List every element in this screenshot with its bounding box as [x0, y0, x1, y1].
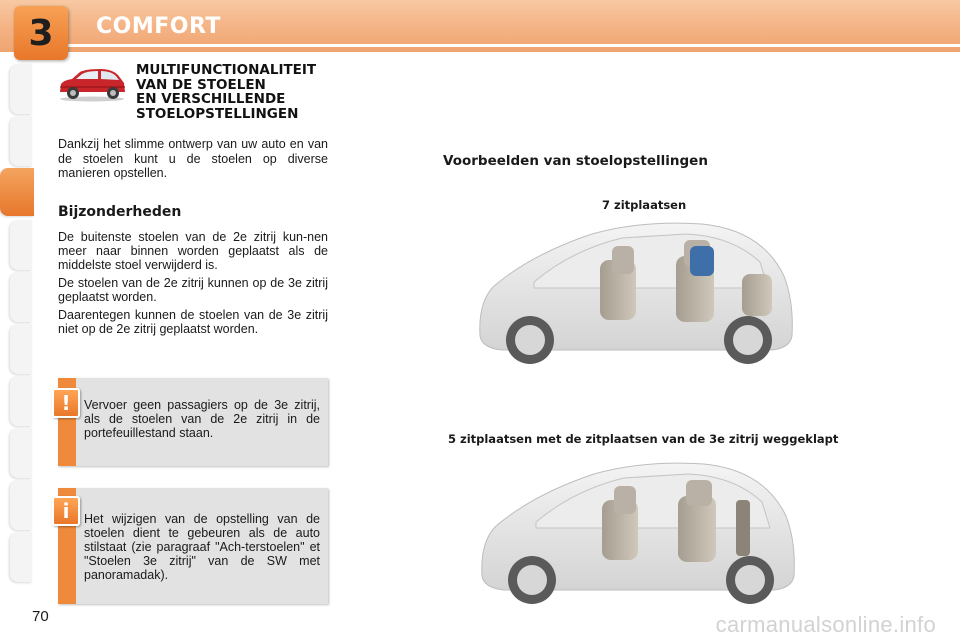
config-caption-7-seats: 7 zitplaatsen [602, 198, 687, 212]
intro-paragraph: Dankzij het slimme ontwerp van uw auto en van de stoelen kunt u de stoelen op diverse manieren opstellen. [58, 137, 328, 180]
watermark: carmanualsonline.info [715, 612, 936, 637]
thumb-tab-6[interactable] [10, 324, 32, 374]
thumb-tab-5[interactable] [10, 272, 32, 322]
section-title-line: EN VERSCHILLENDE [136, 91, 286, 107]
thumb-tab-1[interactable] [10, 64, 32, 114]
red-car-icon [56, 66, 128, 102]
thumb-tab-8[interactable] [10, 428, 32, 478]
details-paragraph: Daarentegen kunnen de stoelen van de 3e zitrij niet op de 2e zitrij geplaatst worden. [58, 308, 328, 336]
warning-text: Vervoer geen passagiers op de 3e zitrij, als de stoelen van de 2e zitrij in de portefeuillestand staan. [84, 398, 320, 440]
chapter-title: COMFORT [96, 14, 221, 39]
info-icon: i [52, 496, 80, 526]
header-divider [68, 44, 960, 47]
info-note [58, 488, 328, 604]
examples-title: Voorbeelden van stoelopstellingen [443, 153, 708, 169]
details-paragraph: De stoelen van de 2e zitrij kunnen op de 3e zitrij geplaatst worden. [58, 276, 328, 304]
chapter-number-badge [14, 6, 68, 60]
section-title-line: VAN DE STOELEN [136, 76, 266, 93]
car-seating-5-seats-illustration [474, 456, 804, 610]
section-title-line: MULTIFUNCTIONALITEIT [136, 62, 317, 78]
warning-note [58, 378, 328, 466]
details-body [58, 230, 328, 340]
thumb-tab-4[interactable] [10, 220, 32, 270]
chapter-number: 3 [28, 12, 54, 54]
thumb-tab-7[interactable] [10, 376, 32, 426]
thumb-tab-9[interactable] [10, 480, 32, 530]
thumb-tab-3-active[interactable] [0, 168, 34, 216]
thumb-tab-10[interactable] [10, 532, 32, 582]
config-caption-5-seats: 5 zitplaatsen met de zitplaatsen van de 3e zitrij weggeklapt [448, 432, 839, 446]
details-heading: Bijzonderheden [58, 204, 182, 220]
car-seating-7-seats-illustration [472, 216, 802, 370]
info-text: Het wijzigen van de opstelling van de stoelen dient te gebeuren als de auto stilstaat (zie paragraaf "Ach-terstoelen" et "Stoelen 3e zitrij" van de SW met panoramadak). [84, 512, 320, 582]
section-title-line: STOELOPSTELLINGEN [136, 105, 299, 122]
warning-icon: ! [52, 388, 80, 418]
section-title [136, 63, 346, 121]
thumb-tab-2[interactable] [10, 116, 32, 166]
details-paragraph: De buitenste stoelen van de 2e zitrij kun-nen meer naar binnen worden geplaatst als de middelste stoel verwijderd is. [58, 230, 328, 272]
page-number: 70 [32, 608, 49, 625]
